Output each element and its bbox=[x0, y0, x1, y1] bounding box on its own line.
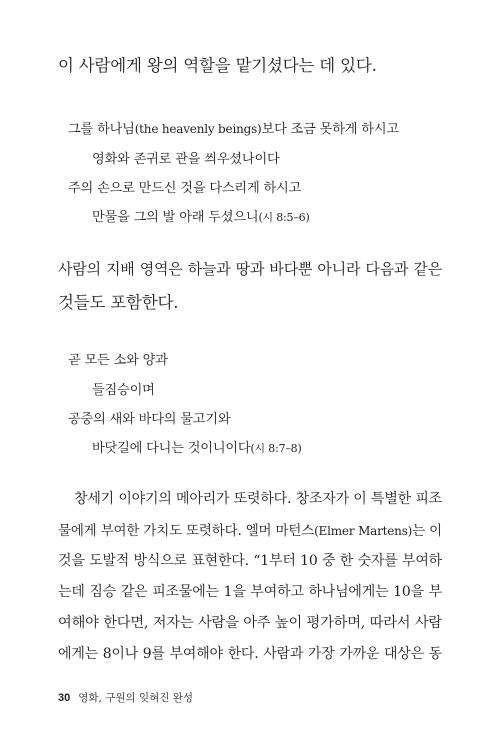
quote1-line-3-text: 주의 손으로 만드신 것을 다스리게 하시고 bbox=[68, 181, 302, 196]
quote1-line-4 bbox=[92, 206, 310, 225]
quote1-line-1-text: 그를 하나님 bbox=[68, 122, 135, 137]
quote2-line-4-text: 바닷길에 다니는 것이니이다 bbox=[92, 441, 251, 456]
para3-line-3 bbox=[58, 550, 442, 570]
para2-line-2: 것들도 포함한다. bbox=[58, 293, 179, 312]
quote1-line-1 bbox=[68, 118, 399, 137]
para3-line-1-text: 창세기 이야기의 메아리가 또렷하다. 창조자가 이 특별한 피조 bbox=[74, 491, 442, 507]
para3-line-3-text: 것을 도발적 방식으로 표현한다. “1부터 10 중 한 숫자를 부여하 bbox=[58, 553, 442, 569]
quote2-line-1-text: 곧 모든 소와 양과 bbox=[68, 353, 168, 368]
quote1-line-1-english: (the heavenly beings) bbox=[134, 122, 262, 136]
para3-line-5 bbox=[58, 612, 442, 632]
page-footer bbox=[58, 690, 193, 705]
para3-line-2-after: 는 이 bbox=[412, 523, 442, 539]
intro-line: 이 사람에게 왕의 역할을 맡기셨다는 데 있다. bbox=[58, 56, 377, 75]
para3-line-4 bbox=[58, 581, 442, 601]
quote2-line-2 bbox=[92, 379, 155, 398]
para3-line-2-text: 물에게 부여한 가치도 또렷하다. 엘머 마턴스 bbox=[58, 523, 315, 539]
para3-line-4-text: 는데 짐승 같은 피조물에는 1을 부여하고 하나님에게는 10을 부 bbox=[58, 584, 442, 600]
quote1-reference: (시 8:5–6) bbox=[258, 211, 310, 224]
quote1-line-4-text: 만물을 그의 발 아래 두셨으니 bbox=[92, 210, 259, 225]
quote2-line-1 bbox=[68, 349, 168, 368]
running-title: 영화, 구원의 잊혀진 완성 bbox=[78, 692, 194, 704]
quote2-line-3-text: 공중의 새와 바다의 물고기와 bbox=[68, 412, 231, 427]
para3-line-2 bbox=[58, 519, 442, 539]
quote1-line-2 bbox=[92, 148, 280, 167]
quote2-line-3 bbox=[68, 408, 230, 427]
para3-line-6 bbox=[58, 643, 442, 663]
quote2-line-2-text: 들짐승이며 bbox=[92, 383, 155, 398]
quote1-line-2-text: 영화와 존귀로 관을 씌우셨나이다 bbox=[92, 152, 280, 167]
quote1-line-1-after: 보다 조금 못하게 하시고 bbox=[261, 122, 399, 137]
para3-line-5-text: 여해야 한다면, 저자는 사람을 아주 높이 평가하며, 따라서 사람 bbox=[58, 615, 442, 631]
para3-line-6-text: 에게는 8이나 9를 부여해야 한다. 사람과 가장 가까운 대상은 동 bbox=[58, 646, 442, 662]
quote2-reference: (시 8:7–8) bbox=[250, 442, 302, 455]
para3-line-2-english: (Elmer Martens) bbox=[314, 524, 413, 538]
page-number: 30 bbox=[58, 692, 71, 704]
quote2-line-4 bbox=[92, 437, 302, 456]
quote1-line-3 bbox=[68, 177, 301, 196]
para2-line-1: 사람의 지배 영역은 하늘과 땅과 바다뿐 아니라 다음과 같은 bbox=[58, 260, 442, 278]
para3-line-1 bbox=[74, 488, 442, 508]
